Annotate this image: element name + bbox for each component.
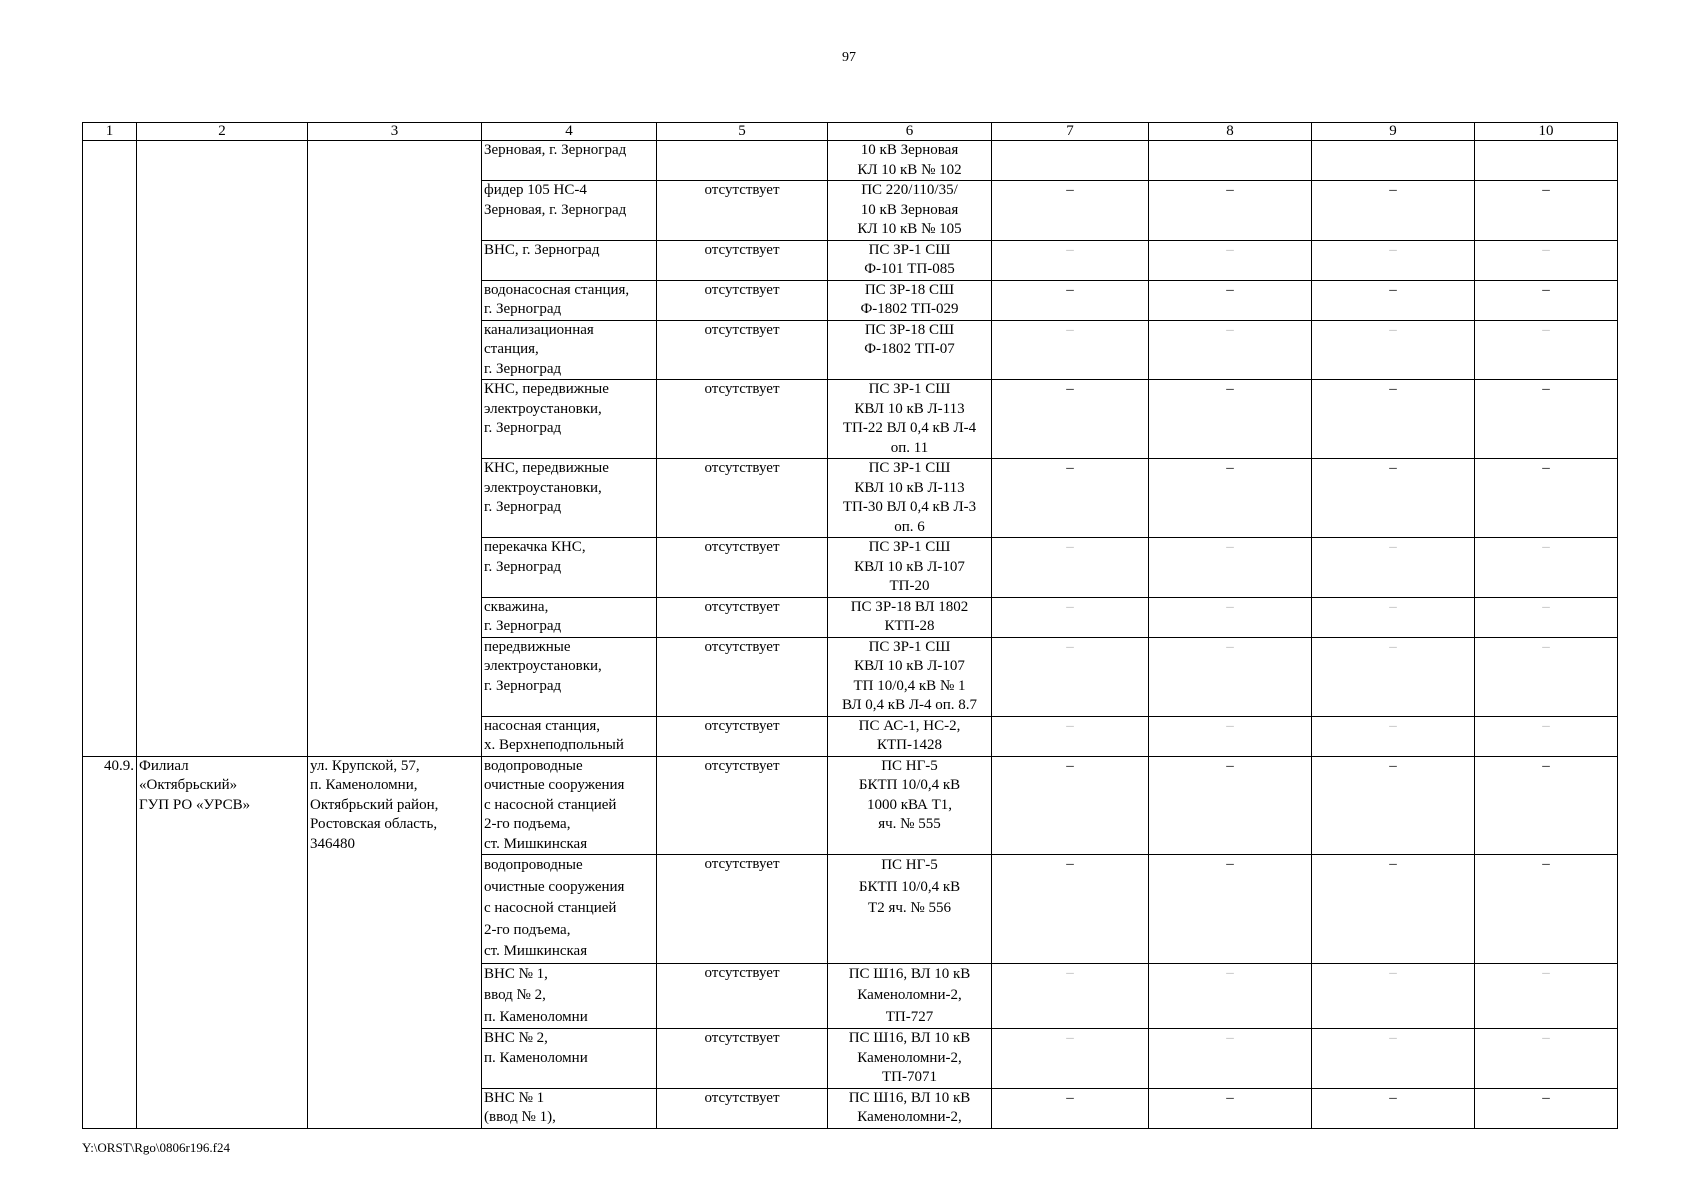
cell-c10: – — [1475, 1029, 1618, 1089]
table-row — [83, 756, 1618, 855]
cell-supply-point: ПС 220/110/35/ 10 кВ Зерновая КЛ 10 кВ № 105 — [828, 181, 992, 241]
column-header: 1 — [83, 123, 137, 141]
cell-c8: – — [1149, 280, 1312, 320]
cell-object: водопроводные очистные сооружения с насосной станцией 2-го подъема, ст. Мишкинская — [482, 855, 657, 964]
cell-organization: Филиал «Октябрьский» ГУП РО «УРСВ» — [137, 756, 308, 1128]
cell-c8: – — [1149, 637, 1312, 716]
column-header: 4 — [482, 123, 657, 141]
cell-c8: – — [1149, 459, 1312, 538]
cell-c9: – — [1312, 637, 1475, 716]
cell-c8: – — [1149, 963, 1312, 1029]
cell-c9: – — [1312, 240, 1475, 280]
cell-c8: – — [1149, 1029, 1312, 1089]
cell-supply-point: ПС ЗР-1 СШ КВЛ 10 кВ Л-107 ТП-20 — [828, 538, 992, 598]
cell-supply-point: ПС Ш16, ВЛ 10 кВ Каменоломни-2, ТП-7071 — [828, 1029, 992, 1089]
cell-c7: – — [992, 459, 1149, 538]
cell-c7: – — [992, 240, 1149, 280]
cell-c7: – — [992, 181, 1149, 241]
cell-address — [308, 141, 482, 757]
cell-status: отсутствует — [657, 459, 828, 538]
column-header: 8 — [1149, 123, 1312, 141]
cell-status: отсутствует — [657, 1088, 828, 1128]
cell-c7: – — [992, 1029, 1149, 1089]
cell-c8 — [1149, 141, 1312, 181]
cell-status: отсутствует — [657, 597, 828, 637]
cell-c10: – — [1475, 716, 1618, 756]
cell-status: отсутствует — [657, 380, 828, 459]
column-header: 9 — [1312, 123, 1475, 141]
cell-object: водопроводные очистные сооружения с насосной станцией 2-го подъема, ст. Мишкинская — [482, 756, 657, 855]
column-header: 10 — [1475, 123, 1618, 141]
cell-object: Зерновая, г. Зерноград — [482, 141, 657, 181]
cell-c8: – — [1149, 597, 1312, 637]
cell-object: ВНС № 1, ввод № 2, п. Каменоломни — [482, 963, 657, 1029]
cell-c9: – — [1312, 756, 1475, 855]
cell-object: КНС, передвижные электроустановки, г. Зерноград — [482, 459, 657, 538]
cell-c8: – — [1149, 538, 1312, 598]
cell-status: отсутствует — [657, 637, 828, 716]
data-table — [82, 122, 1618, 1129]
cell-supply-point: ПС НГ-5 БКТП 10/0,4 кВ Т2 яч. № 556 — [828, 855, 992, 964]
cell-number: 40.9. — [83, 756, 137, 1128]
cell-supply-point: ПС НГ-5 БКТП 10/0,4 кВ 1000 кВА Т1, яч. № 555 — [828, 756, 992, 855]
cell-c8: – — [1149, 380, 1312, 459]
cell-number — [83, 141, 137, 757]
cell-c10: – — [1475, 459, 1618, 538]
cell-c7: – — [992, 538, 1149, 598]
cell-object: ВНС, г. Зерноград — [482, 240, 657, 280]
table-row — [83, 141, 1618, 181]
cell-status: отсутствует — [657, 280, 828, 320]
cell-object: скважина, г. Зерноград — [482, 597, 657, 637]
table-body — [83, 141, 1618, 1129]
cell-c10 — [1475, 141, 1618, 181]
column-header: 3 — [308, 123, 482, 141]
cell-supply-point: ПС ЗР-1 СШ Ф-101 ТП-085 — [828, 240, 992, 280]
cell-supply-point: ПС ЗР-18 ВЛ 1802 КТП-28 — [828, 597, 992, 637]
cell-c10: – — [1475, 240, 1618, 280]
footer-file-path: Y:\ORST\Rgo\0806r196.f24 — [82, 1140, 230, 1155]
cell-supply-point: ПС Ш16, ВЛ 10 кВ Каменоломни-2, — [828, 1088, 992, 1128]
cell-c10: – — [1475, 1088, 1618, 1128]
cell-status: отсутствует — [657, 240, 828, 280]
cell-c10: – — [1475, 181, 1618, 241]
cell-c9: – — [1312, 1088, 1475, 1128]
cell-status: отсутствует — [657, 538, 828, 598]
cell-c7: – — [992, 756, 1149, 855]
cell-c10: – — [1475, 280, 1618, 320]
header-row — [83, 123, 1618, 141]
cell-object: ВНС № 1 (ввод № 1), — [482, 1088, 657, 1128]
cell-c10: – — [1475, 756, 1618, 855]
cell-supply-point: ПС ЗР-1 СШ КВЛ 10 кВ Л-113 ТП-30 ВЛ 0,4 кВ Л-3 оп. 6 — [828, 459, 992, 538]
cell-c8: – — [1149, 1088, 1312, 1128]
cell-status: отсутствует — [657, 963, 828, 1029]
cell-c7: – — [992, 280, 1149, 320]
cell-status: отсутствует — [657, 1029, 828, 1089]
cell-object: насосная станция, х. Верхнеподпольный — [482, 716, 657, 756]
cell-supply-point: ПС Ш16, ВЛ 10 кВ Каменоломни-2, ТП-727 — [828, 963, 992, 1029]
page-number: 97 — [842, 50, 856, 65]
cell-c8: – — [1149, 320, 1312, 380]
cell-c7: – — [992, 716, 1149, 756]
cell-status: отсутствует — [657, 320, 828, 380]
cell-c9: – — [1312, 380, 1475, 459]
cell-supply-point: ПС ЗР-18 СШ Ф-1802 ТП-029 — [828, 280, 992, 320]
cell-c9: – — [1312, 855, 1475, 964]
cell-c10: – — [1475, 963, 1618, 1029]
cell-c7: – — [992, 637, 1149, 716]
cell-status: отсутствует — [657, 181, 828, 241]
cell-c10: – — [1475, 538, 1618, 598]
cell-c9: – — [1312, 597, 1475, 637]
cell-c8: – — [1149, 240, 1312, 280]
cell-object: передвижные электроустановки, г. Зерноград — [482, 637, 657, 716]
cell-status: отсутствует — [657, 756, 828, 855]
cell-c7 — [992, 141, 1149, 181]
cell-object: КНС, передвижные электроустановки, г. Зерноград — [482, 380, 657, 459]
cell-supply-point: ПС АС-1, НС-2, КТП-1428 — [828, 716, 992, 756]
cell-object: ВНС № 2, п. Каменоломни — [482, 1029, 657, 1089]
cell-c7: – — [992, 1088, 1149, 1128]
cell-object: фидер 105 НС-4 Зерновая, г. Зерноград — [482, 181, 657, 241]
cell-c10: – — [1475, 380, 1618, 459]
cell-status: отсутствует — [657, 716, 828, 756]
cell-c9: – — [1312, 280, 1475, 320]
cell-c8: – — [1149, 855, 1312, 964]
cell-object: водонасосная станция, г. Зерноград — [482, 280, 657, 320]
cell-c9: – — [1312, 181, 1475, 241]
cell-status: отсутствует — [657, 855, 828, 964]
cell-c7: – — [992, 320, 1149, 380]
cell-c9: – — [1312, 320, 1475, 380]
cell-address: ул. Крупской, 57, п. Каменоломни, Октябрьский район, Ростовская область, 346480 — [308, 756, 482, 1128]
column-header: 7 — [992, 123, 1149, 141]
cell-supply-point: ПС ЗР-1 СШ КВЛ 10 кВ Л-113 ТП-22 ВЛ 0,4 кВ Л-4 оп. 11 — [828, 380, 992, 459]
cell-c8: – — [1149, 756, 1312, 855]
cell-c10: – — [1475, 637, 1618, 716]
column-header: 5 — [657, 123, 828, 141]
cell-supply-point: ПС ЗР-18 СШ Ф-1802 ТП-07 — [828, 320, 992, 380]
cell-c9: – — [1312, 538, 1475, 598]
cell-c7: – — [992, 963, 1149, 1029]
cell-c10: – — [1475, 320, 1618, 380]
column-header: 2 — [137, 123, 308, 141]
cell-supply-point: ПС ЗР-1 СШ КВЛ 10 кВ Л-107 ТП 10/0,4 кВ № 1 ВЛ 0,4 кВ Л-4 оп. 8.7 — [828, 637, 992, 716]
cell-object: канализационная станция, г. Зерноград — [482, 320, 657, 380]
cell-c9: – — [1312, 459, 1475, 538]
cell-c8: – — [1149, 716, 1312, 756]
cell-c8: – — [1149, 181, 1312, 241]
cell-c7: – — [992, 380, 1149, 459]
cell-c10: – — [1475, 855, 1618, 964]
cell-c9: – — [1312, 716, 1475, 756]
cell-c9 — [1312, 141, 1475, 181]
cell-object: перекачка КНС, г. Зерноград — [482, 538, 657, 598]
cell-c7: – — [992, 597, 1149, 637]
cell-c9: – — [1312, 963, 1475, 1029]
cell-c10: – — [1475, 597, 1618, 637]
cell-c9: – — [1312, 1029, 1475, 1089]
cell-organization — [137, 141, 308, 757]
cell-status — [657, 141, 828, 181]
column-header: 6 — [828, 123, 992, 141]
cell-supply-point: 10 кВ Зерновая КЛ 10 кВ № 102 — [828, 141, 992, 181]
cell-c7: – — [992, 855, 1149, 964]
